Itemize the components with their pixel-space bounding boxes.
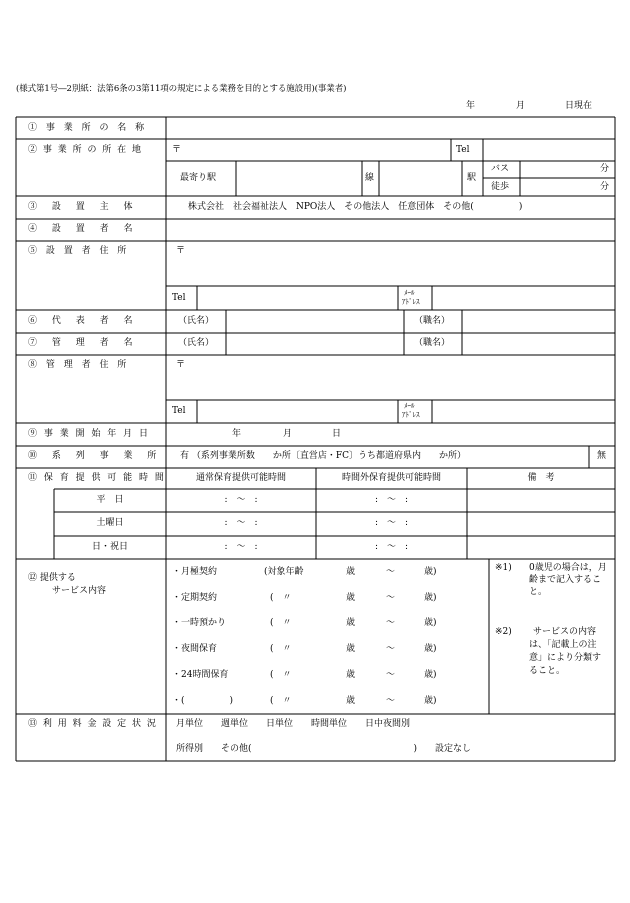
- date-year-label: 年: [466, 101, 476, 111]
- service-age-open: ( 〃: [270, 670, 292, 680]
- start-year-unit: 年: [232, 429, 242, 439]
- service-age-open: (対象年齢: [264, 567, 304, 577]
- manager-address-label: ⑧ 管 理 者 住 所: [28, 360, 130, 370]
- start-date-label: ⑨ 事 業 開 始 年 月 日: [28, 429, 151, 439]
- service-age-tilde: 〜: [386, 644, 396, 654]
- fee-setting-options-1[interactable]: 月単位 週単位 日単位 時間単位 日中夜間別: [176, 719, 411, 729]
- line-label: 線: [365, 173, 375, 183]
- service-name: ・一時預かり: [172, 618, 227, 628]
- saturday-label: 土曜日: [96, 518, 124, 528]
- representative-label: ⑥ 代 表 者 名: [28, 316, 139, 326]
- founder-address-label: ⑤ 設 置 者 住 所: [28, 246, 130, 256]
- office-address-label: ② 事 業 所 の 所 在 地: [28, 145, 143, 155]
- service-age-to: 歳): [424, 696, 437, 706]
- note1-line: 齢まで記入するこ: [529, 575, 602, 585]
- founder-name-field[interactable]: [170, 220, 612, 240]
- founder-mail-label-1: ﾒｰﾙ: [404, 289, 415, 297]
- fee-setting-label: ⑬ 利 用 料 金 設 定 状 況: [28, 719, 158, 729]
- saturday-extra-time[interactable]: : 〜 :: [374, 518, 409, 528]
- manager-mail-label-1: ﾒｰﾙ: [404, 402, 415, 410]
- service-age-from: 歳: [346, 567, 356, 577]
- founder-tel-label: Tel: [172, 293, 186, 303]
- start-day-unit: 日: [332, 429, 342, 439]
- founder-mail-label-2: ｱﾄﾞﾚｽ: [402, 298, 420, 306]
- service-age-open: ( 〃: [270, 618, 292, 628]
- service-age-to: 歳): [424, 618, 437, 628]
- service-age-open: ( 〃: [270, 696, 292, 706]
- service-name: ・夜間保育: [172, 644, 218, 654]
- form-title: (様式第1号―2別紙：法第6条の3第11項の規定による業務を目的とする施設用)(事業者): [16, 84, 347, 94]
- manager-name-field[interactable]: [228, 334, 402, 354]
- representative-name-label: （氏名）: [178, 316, 215, 326]
- representative-title-label: （職名）: [414, 316, 451, 326]
- manager-name-label: （氏名）: [178, 338, 215, 348]
- fee-setting-options-2[interactable]: 所得別 その他( ) 設定なし: [176, 744, 472, 754]
- office-postal-mark: 〒: [172, 145, 182, 155]
- founder-tel-field[interactable]: [199, 287, 396, 309]
- note2-mark: ※2): [495, 627, 512, 637]
- service-age-tilde: 〜: [386, 618, 396, 628]
- walk-minutes-unit: 分: [600, 182, 610, 192]
- bus-label: バス: [491, 164, 510, 174]
- station-field[interactable]: [381, 162, 461, 195]
- services-label-line2: サービス内容: [52, 586, 107, 596]
- office-name-label: ① 事 業 所 の 名 称: [28, 123, 148, 133]
- note1-line: 0歳児の場合は，月: [529, 563, 607, 573]
- care-hours-label: ⑪ 保 育 提 供 可 能 時 間: [28, 473, 166, 483]
- note2-line: サービスの内容: [533, 627, 597, 637]
- manager-mail-label-2: ｱﾄﾞﾚｽ: [402, 411, 420, 419]
- service-name: ・月極契約: [172, 567, 218, 577]
- service-age-from: 歳: [346, 593, 356, 603]
- note2-line: ること。: [529, 666, 566, 676]
- saturday-regular-time[interactable]: : 〜 :: [224, 518, 258, 528]
- service-age-from: 歳: [346, 618, 356, 628]
- manager-title-label: （職名）: [414, 338, 451, 348]
- manager-tel-label: Tel: [172, 406, 186, 416]
- service-name: ・24時間保育: [172, 670, 229, 680]
- service-name: ・定期契約: [172, 593, 218, 603]
- founder-mail-field[interactable]: [434, 287, 612, 309]
- service-age-open: ( 〃: [270, 644, 292, 654]
- services-label-line1: ⑫ 提供する: [28, 573, 76, 583]
- service-age-to: 歳): [424, 644, 437, 654]
- walk-label: 徒歩: [491, 182, 510, 192]
- service-name: ・( ): [172, 696, 234, 706]
- office-tel-field[interactable]: [485, 140, 613, 160]
- rail-line-field[interactable]: [238, 162, 360, 195]
- service-age-from: 歳: [346, 670, 356, 680]
- service-age-from: 歳: [346, 644, 356, 654]
- note1-mark: ※1): [495, 563, 512, 573]
- station-suffix-label: 駅: [467, 173, 477, 183]
- start-month-unit: 月: [283, 429, 293, 439]
- nearest-station-label: 最寄り駅: [180, 173, 217, 183]
- manager-label: ⑦ 管 理 者 名: [28, 338, 139, 348]
- note2-line: は、「記載上の注: [529, 640, 597, 650]
- date-day-label: 日現在: [565, 101, 593, 111]
- office-tel-label: Tel: [456, 145, 470, 155]
- extra-hours-header: 時間外保育提供可能時間: [341, 473, 441, 483]
- date-month-label: 月: [516, 101, 526, 111]
- note1-line: と。: [529, 587, 548, 597]
- service-age-open: ( 〃: [270, 593, 292, 603]
- bus-minutes-unit: 分: [600, 164, 610, 174]
- manager-postal-mark: 〒: [176, 360, 186, 370]
- remarks-header: 備 考: [527, 473, 555, 483]
- office-name-field[interactable]: [170, 118, 612, 138]
- service-age-to: 歳): [424, 670, 437, 680]
- weekday-regular-time[interactable]: : 〜 :: [224, 495, 258, 505]
- founder-postal-mark: 〒: [176, 246, 186, 256]
- affiliate-label: ⑩ 系 列 事 業 所: [28, 451, 163, 461]
- regular-hours-header: 通常保育提供可能時間: [195, 473, 286, 483]
- service-age-tilde: 〜: [386, 696, 396, 706]
- service-age-tilde: 〜: [386, 567, 396, 577]
- manager-mail-field[interactable]: [434, 401, 612, 422]
- founder-name-label: ④ 設 置 者 名: [28, 224, 139, 234]
- founder-type-options[interactable]: 株式会社 社会福祉法人 NPO法人 その他法人 任意団体 その他( ): [188, 202, 523, 212]
- founder-type-label: ③ 設 置 主 体: [28, 202, 139, 212]
- service-age-tilde: 〜: [386, 593, 396, 603]
- representative-name-field[interactable]: [228, 311, 402, 332]
- service-age-from: 歳: [346, 696, 356, 706]
- weekday-label: 平 日: [96, 495, 124, 505]
- note2-line: 意」により分類す: [529, 653, 602, 663]
- affiliate-yes-text[interactable]: 有 （系列事業所数 か所〔直営店・FC〕うち都道府県内 か所）: [180, 451, 466, 461]
- service-age-tilde: 〜: [386, 670, 396, 680]
- service-age-to: 歳): [424, 593, 437, 603]
- manager-tel-field[interactable]: [199, 401, 396, 422]
- service-age-to: 歳): [424, 567, 437, 577]
- holiday-extra-time[interactable]: : 〜 :: [374, 542, 409, 552]
- affiliate-none-option[interactable]: 無: [597, 451, 607, 461]
- holiday-regular-time[interactable]: : 〜 :: [224, 542, 258, 552]
- holiday-label: 日・祝日: [91, 542, 128, 552]
- weekday-extra-time[interactable]: : 〜 :: [374, 495, 409, 505]
